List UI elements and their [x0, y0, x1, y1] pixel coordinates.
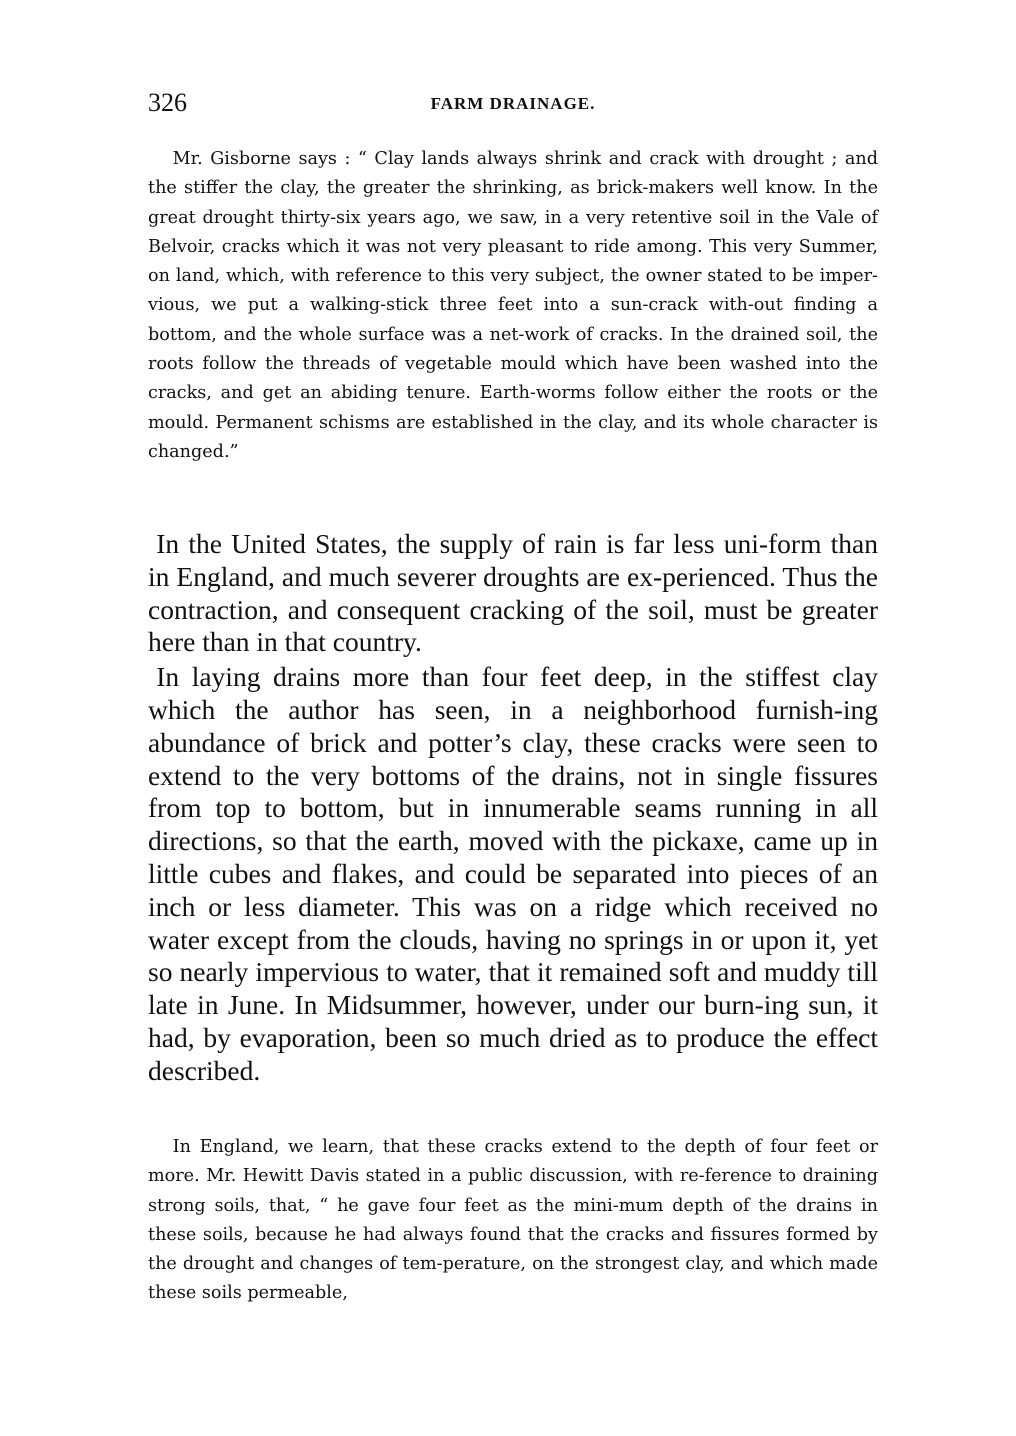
paragraph-gisborne-quote: Mr. Gisborne says : “ Clay lands always shrink and crack with drought ; and the stiffer the clay, the greater the shrinking, as brick-makers well know. In the great drought thirty-six years ago, we saw, in a very retentive soil in the Vale of Belvoir, cracks which it was not very pleasant to ride among. This very Summer, on land, which, with reference to this very subject, the owner stated to be imper-vious, we put a walking-stick three feet into a sun-crack with-out finding a bottom, and the whole surface was a net-work of cracks. In the drained soil, the roots follow the threads of vegetable mould which have been washed into the cracks, and get an abiding tenure. Earth-worms follow either the roots or the mould. Permanent schisms are established in the clay, and its whole character is changed.”: [148, 149, 878, 462]
paragraph-united-states: In the United States, the supply of rain is far less uni-form than in England, and much severer droughts are ex-perienced. Thus the contraction, and consequent cracking of the soil, must be greater here than in that country.: [148, 528, 878, 658]
footnote-block: [148, 1133, 878, 1309]
running-title: FARM DRAINAGE.: [430, 94, 596, 113]
page-number: 326: [148, 88, 187, 117]
paragraph-england-cracks: In England, we learn, that these cracks extend to the depth of four feet or more. Mr. Hewitt Davis stated in a public discussion, with re-ference to draining strong soils, that, “ he gave four feet as the mini-mum depth of the drains in these soils, because he had always found that the cracks and fissures formed by the drought and changes of tem-perature, on the strongest clay, and which made these soils permeable,: [148, 1137, 878, 1304]
quote-block: [148, 145, 878, 467]
main-text: [148, 528, 878, 1088]
paragraph-laying-drains: In laying drains more than four feet deep, in the stiffest clay which the author has seen, in a neighborhood furnish-ing abundance of brick and potter’s clay, these cracks were seen to extend to the very bottoms of the drains, not in single fissures from top to bottom, but in innumerable seams running in all directions, so that the earth, moved with the pickaxe, came up in little cubes and flakes, and could be separated into pieces of an inch or less diameter. This was on a ridge which received no water except from the clouds, having no springs in or upon it, yet so nearly impervious to water, that it remained soft and muddy till late in June. In Midsummer, however, under our burn-ing sun, it had, by evaporation, been so much dried as to produce the effect described.: [148, 661, 878, 1086]
page-header: [148, 88, 878, 118]
